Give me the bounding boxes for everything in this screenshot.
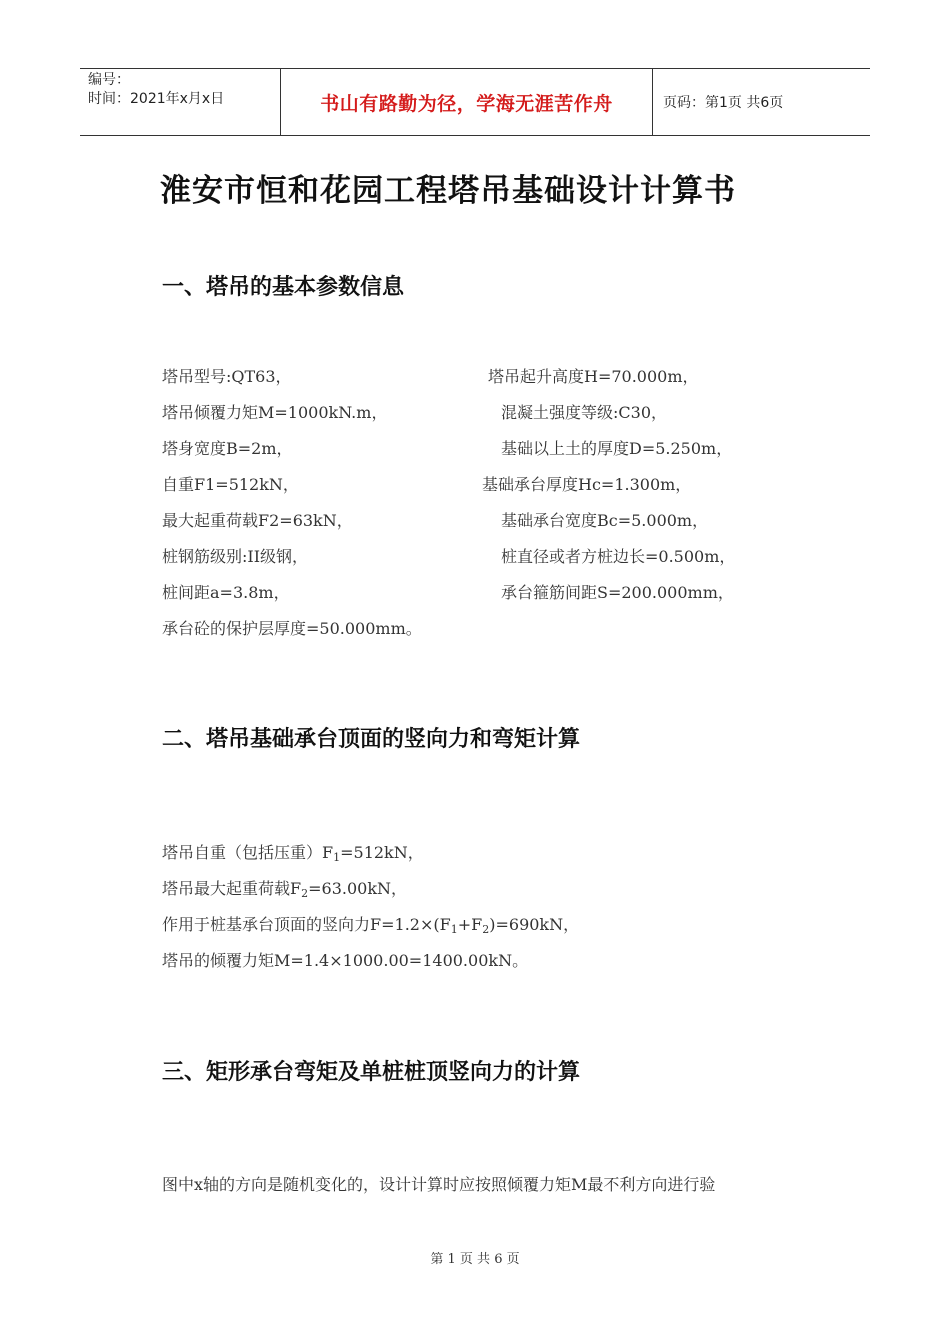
calc-line-3-post: )=690kN， xyxy=(489,915,580,934)
calc-line-2 xyxy=(162,876,407,900)
header-left-cell xyxy=(80,69,281,135)
page-label: 页码：第1页 共6页 xyxy=(663,95,784,111)
param-right-2: 基础以上土的厚度D=5.250m， xyxy=(501,439,733,458)
section-3-heading: 三、矩形承台弯矩及单桩桩顶竖向力的计算 xyxy=(162,1060,581,1085)
calc-line-3-sub1: 1 xyxy=(450,923,458,936)
param-left-5: 桩钢筋级别:II级钢， xyxy=(162,547,309,566)
param-left-6: 桩间距a=3.8m， xyxy=(162,583,290,602)
calc-line-3-mid: +F xyxy=(457,915,483,934)
param-left-4: 最大起重荷载F2=63kN， xyxy=(162,511,353,530)
calc-line-3-sub2: 2 xyxy=(482,923,490,936)
document-title: 淮安市恒和花园工程塔吊基础设计计算书 xyxy=(160,173,736,209)
calc-line-1-sub: 1 xyxy=(333,851,341,864)
number-label: 编号： xyxy=(88,72,130,88)
param-right-1: 混凝土强度等级:C30， xyxy=(501,403,667,422)
time-label: 时间：2021年x月x日 xyxy=(88,91,225,107)
calc-line-2-post: =63.00kN， xyxy=(308,879,408,898)
param-right-3: 基础承台厚度Hc=1.300m， xyxy=(482,475,692,494)
param-right-5: 桩直径或者方桩边长=0.500m， xyxy=(501,547,736,566)
calc-line-2-pre: 塔吊最大起重荷载F xyxy=(162,879,302,898)
calc-line-1 xyxy=(162,840,424,864)
param-left-2: 塔身宽度B=2m， xyxy=(162,439,293,458)
section-1-heading: 一、塔吊的基本参数信息 xyxy=(162,275,405,300)
param-left-3: 自重F1=512kN， xyxy=(162,475,299,494)
calc-line-1-pre: 塔吊自重（包括压重）F xyxy=(162,843,334,862)
param-left-1: 塔吊倾覆力矩M=1000kN.m， xyxy=(162,403,388,422)
param-left-7: 承台砼的保护层厚度=50.000mm。 xyxy=(162,619,422,638)
calc-line-4: 塔吊的倾覆力矩M=1.4×1000.00=1400.00kN。 xyxy=(162,951,529,970)
calc-line-3 xyxy=(162,912,579,936)
page-footer: 第 1 页 共 6 页 xyxy=(430,1252,520,1267)
section-3-text: 图中x轴的方向是随机变化的，设计计算时应按照倾覆力矩M最不利方向进行验 xyxy=(162,1175,716,1194)
calc-line-2-sub: 2 xyxy=(301,887,309,900)
calc-line-1-post: =512kN， xyxy=(340,843,424,862)
motto: 书山有路勤为径，学海无涯苦作舟 xyxy=(281,69,653,135)
param-right-4: 基础承台宽度Bc=5.000m， xyxy=(501,511,709,530)
param-left-0: 塔吊型号:QT63， xyxy=(162,367,292,386)
page-header xyxy=(80,68,870,136)
param-right-6: 承台箍筋间距S=200.000mm， xyxy=(501,583,734,602)
calc-line-3-pre: 作用于桩基承台顶面的竖向力F=1.2×(F xyxy=(162,915,451,934)
section-2-heading: 二、塔吊基础承台顶面的竖向力和弯矩计算 xyxy=(162,727,581,752)
param-right-0: 塔吊起升高度H=70.000m， xyxy=(488,367,699,386)
